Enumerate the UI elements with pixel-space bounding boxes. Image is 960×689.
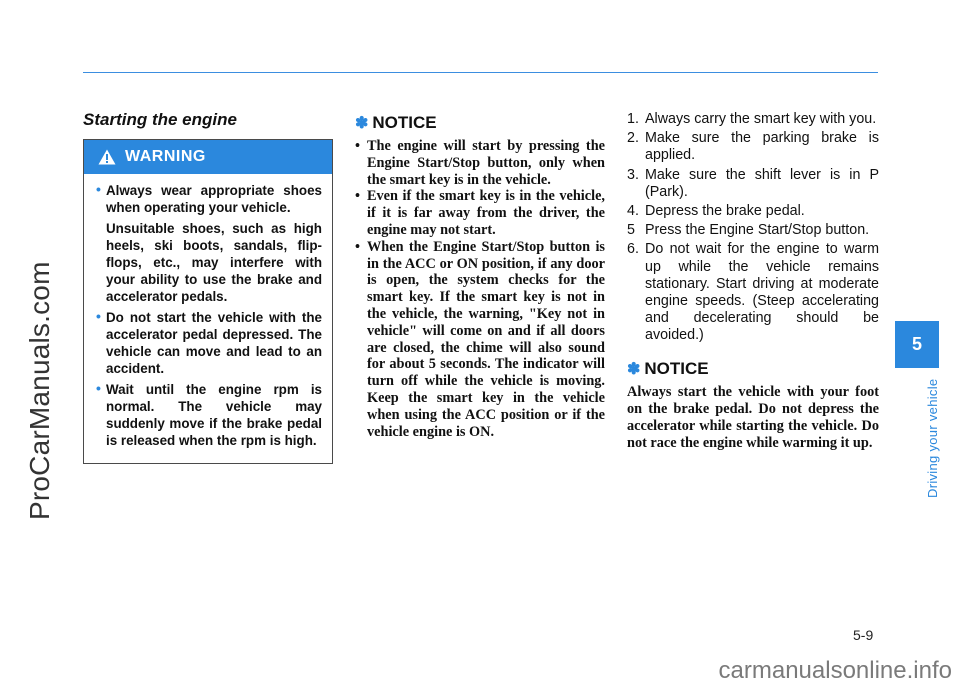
watermark-left: ProCarManuals.com	[24, 261, 55, 520]
bullet: •	[96, 380, 101, 396]
step-item	[627, 222, 879, 239]
warning-box	[83, 139, 333, 464]
step-number: 6.	[627, 241, 639, 258]
bullet: •	[355, 188, 361, 205]
bullet: •	[96, 181, 101, 197]
warning-item	[96, 182, 322, 216]
notice-text: Always start the vehicle with your foot on the brake pedal. Do not depress the accelerator while starting the vehicle. Do not race the engine while warming it up.	[627, 383, 879, 451]
notice-title: NOTICE	[644, 358, 709, 378]
bullet: •	[96, 308, 101, 324]
step-text: Depress the brake pedal.	[645, 203, 805, 220]
step-item	[627, 111, 879, 128]
step-item	[627, 167, 879, 201]
notice-star-icon: ✽	[627, 360, 641, 378]
notice-title: NOTICE	[372, 113, 437, 132]
notice-item	[355, 239, 605, 441]
notice-item	[355, 188, 605, 238]
warning-item	[96, 381, 322, 449]
step-text: Do not wait for the engine to warm up while the vehicle remains stationary. Start driving at moderate engine speeds. (Steep accelerating and decelerating should be avoided.)	[645, 241, 879, 344]
notice-item-text: When the Engine Start/Stop button is in the ACC or ON position, if any door is open, the system checks for the smart key. If the smart key is not in the vehicle, the warning, "Key not in vehicle" will come on and if all doors are closed, the chime will also sound for about 5 seconds. The indicator will turn off while the vehicle is moving. Keep the smart key in the vehicle when using the ACC position or if the vehicle engine is ON.	[367, 238, 605, 440]
chapter-tab: 5	[895, 321, 939, 368]
watermark-bottom: carmanualsonline.info	[718, 657, 952, 684]
step-item	[627, 203, 879, 220]
warning-item	[96, 309, 322, 377]
warning-triangle-icon	[98, 149, 116, 165]
page-number: 5-9	[853, 627, 874, 643]
notice-heading-2	[627, 359, 879, 379]
section-title: Starting the engine	[83, 110, 237, 129]
warning-item-text: Always wear appropriate shoes when operating your vehicle.	[106, 183, 322, 215]
step-item	[627, 130, 879, 164]
step-number: 2.	[627, 130, 639, 147]
step-number: 3.	[627, 166, 639, 183]
step-text: Always carry the smart key with you.	[645, 111, 877, 127]
bullet: •	[355, 138, 361, 154]
warning-item-text: Do not start the vehicle with the accelerator pedal depressed. The vehicle can move and lead to an accident.	[106, 310, 322, 376]
step-number: 4.	[627, 203, 639, 220]
notice-list	[355, 138, 605, 440]
warning-body	[84, 174, 332, 449]
step-number: 1.	[627, 111, 639, 127]
step-text: Make sure the parking brake is applied.	[645, 130, 879, 164]
warning-header	[84, 140, 332, 174]
step-number: 5	[627, 222, 635, 239]
step-text: Make sure the shift lever is in P (Park).	[645, 166, 879, 200]
warning-item-subtext: Unsuitable shoes, such as high heels, ski boots, sandals, flip-flops, etc., may interfere with your ability to use the brake and accelerator pedals.	[106, 221, 322, 304]
steps-column	[627, 111, 879, 452]
top-rule	[83, 72, 878, 73]
warning-title: WARNING	[125, 148, 206, 165]
step-item	[627, 241, 879, 344]
steps-list	[627, 111, 879, 345]
step-text: Press the Engine Start/Stop button.	[645, 222, 870, 239]
warning-item-text: Wait until the engine rpm is normal. The vehicle may suddenly move if the brake pedal is released when the rpm is high.	[106, 382, 322, 448]
notice-item-text: The engine will start by pressing the Engine Start/Stop button, only when the smart key is in the vehicle.	[367, 138, 605, 188]
notice-star-icon: ✽	[355, 115, 369, 132]
bullet: •	[355, 238, 361, 255]
notice-heading	[355, 113, 605, 133]
notice-column	[355, 113, 605, 440]
chapter-label: Driving your vehicle	[925, 378, 940, 498]
notice-item-text: Even if the smart key is in the vehicle, if it is far away from the driver, the engine may not start.	[367, 188, 605, 238]
notice-item	[355, 138, 605, 188]
